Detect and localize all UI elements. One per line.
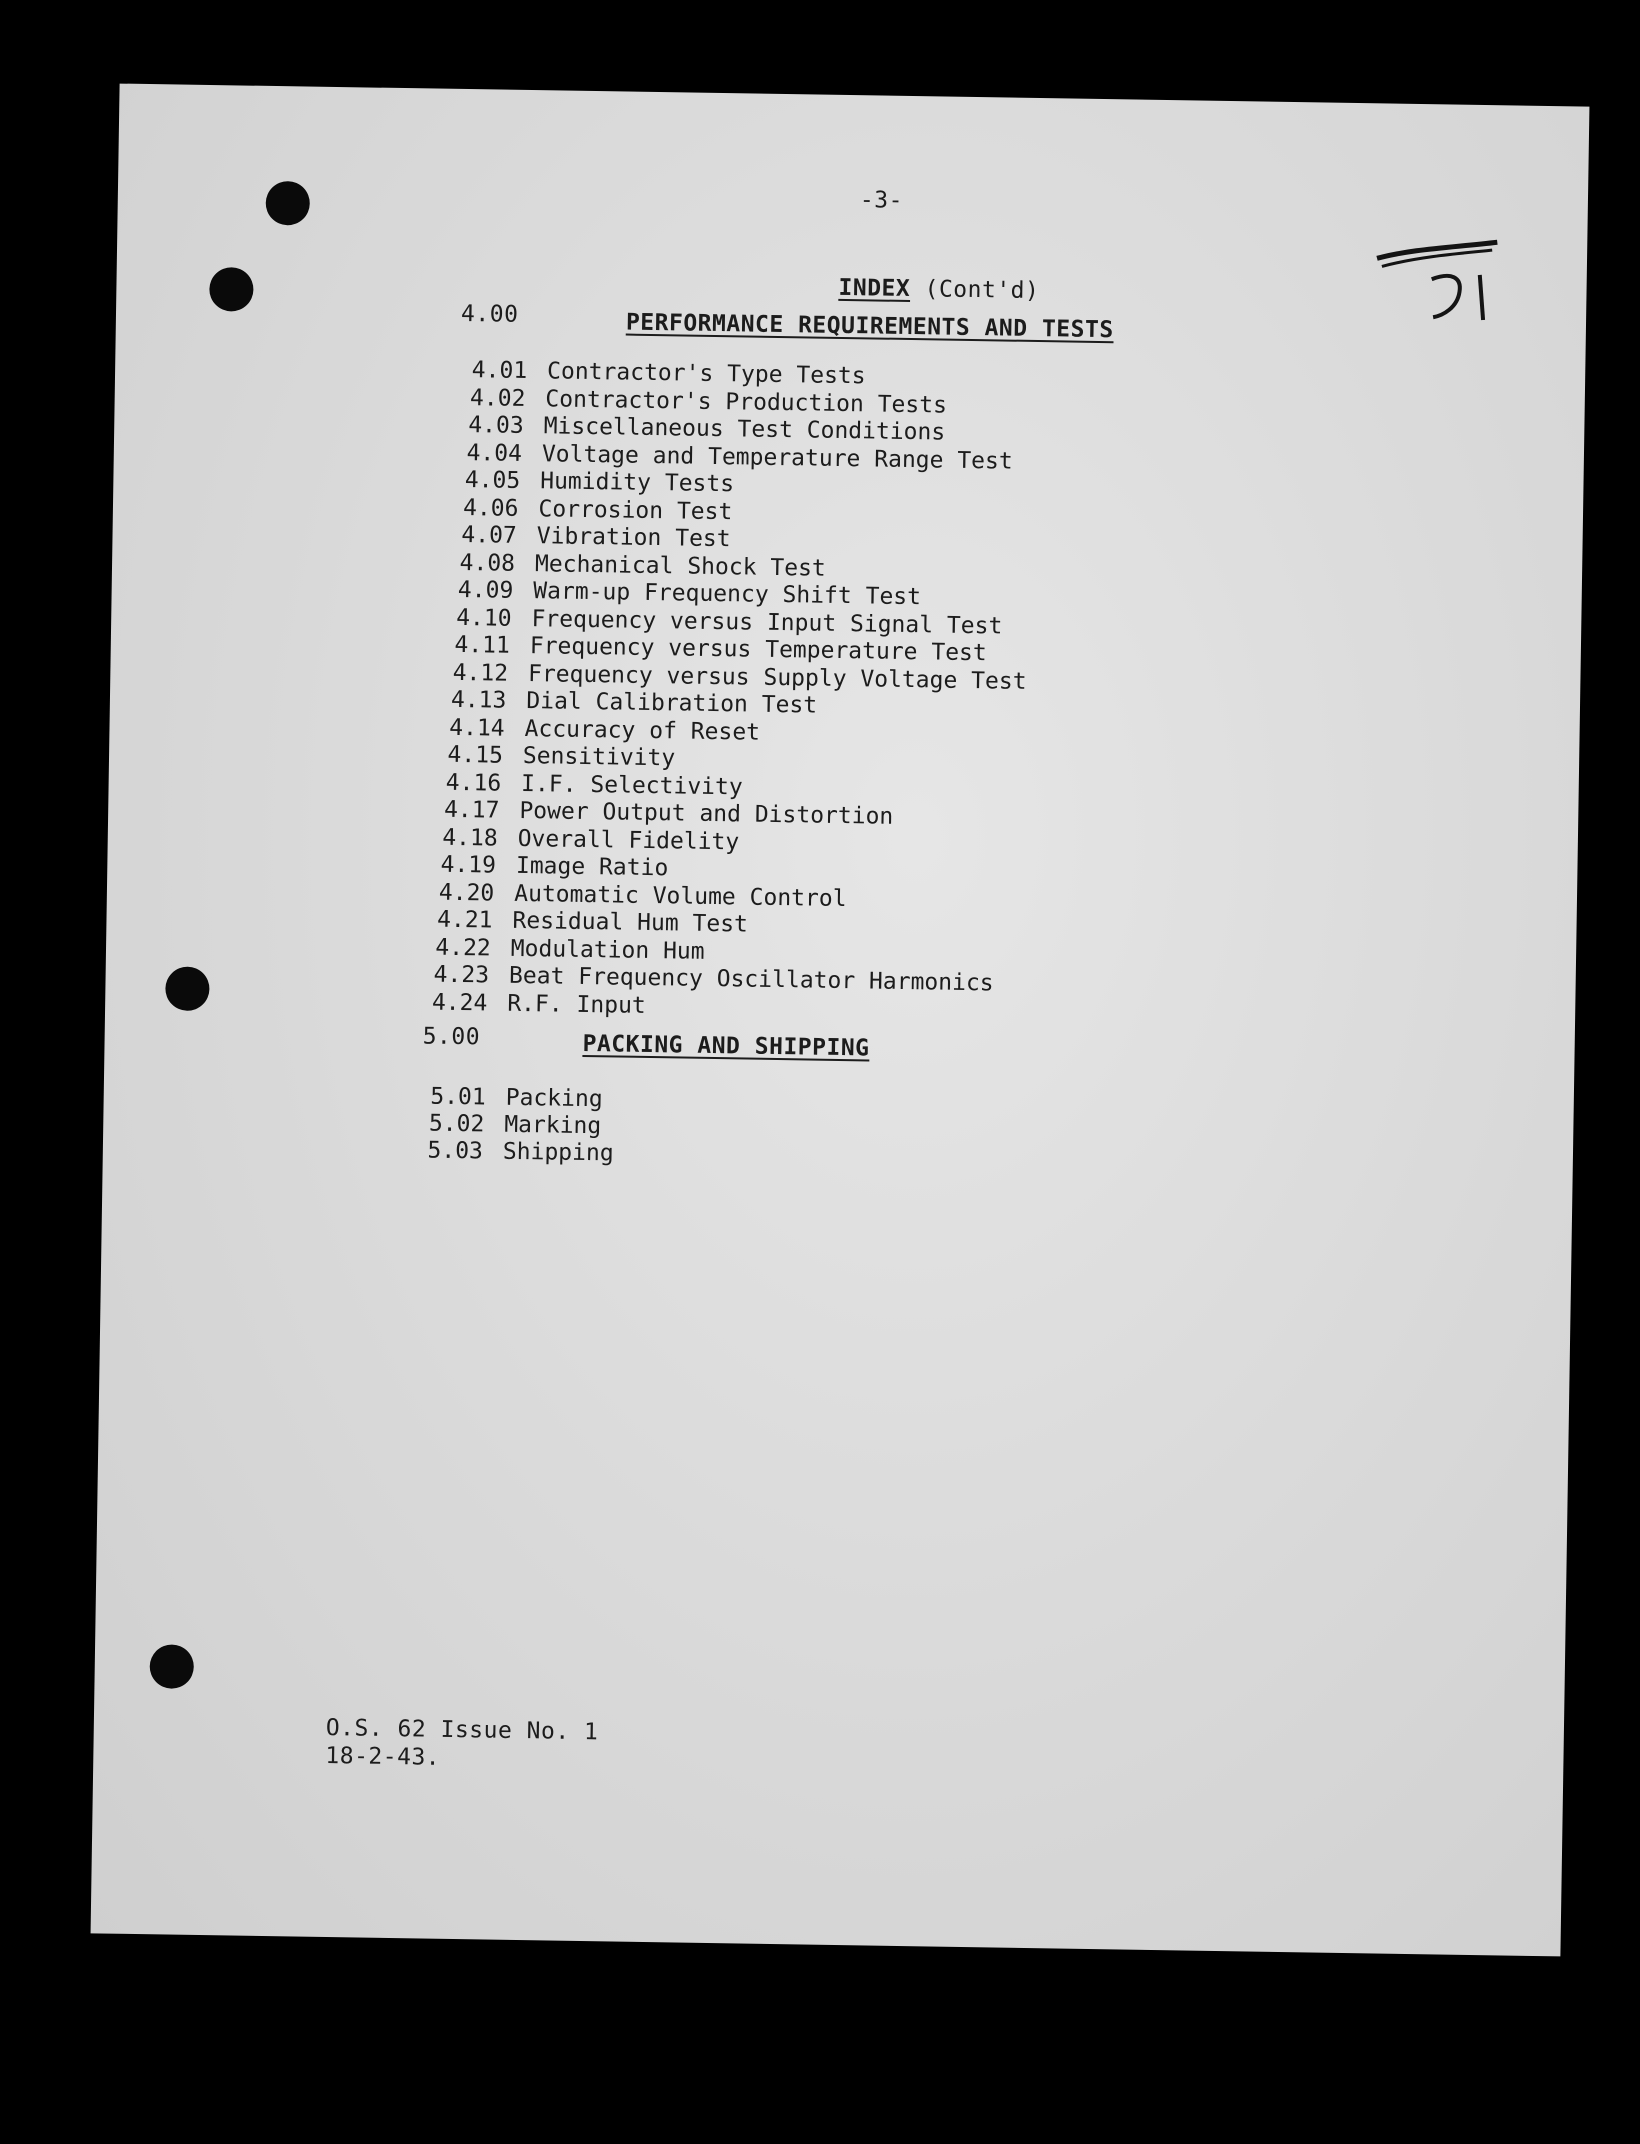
item-number: 4.13 [450,686,507,714]
punch-hole [265,181,310,226]
item-number: 4.01 [471,357,528,385]
item-number: 4.15 [447,741,504,769]
item-title: Frequency versus Supply Voltage Test [527,660,1027,695]
list-item [445,522,731,553]
punch-hole [165,966,210,1011]
document-page [91,84,1590,1957]
list-item [431,742,676,773]
list-item [424,851,669,882]
item-number: 5.03 [427,1137,484,1165]
item-title: Marking [504,1111,602,1140]
item-title: I.F. Selectivity [520,770,743,800]
item-number: 4.20 [438,879,495,907]
item-title: Contractor's Production Tests [545,385,948,419]
item-number: 4.11 [454,631,511,659]
item-title: Miscellaneous Test Conditions [543,413,946,446]
list-item [425,824,739,856]
item-title: Frequency versus Input Signal Test [531,605,1003,639]
section-title: PERFORMANCE REQUIREMENTS AND TESTS [625,309,1114,344]
list-item [412,1110,601,1140]
item-number: 4.14 [449,714,505,742]
item-title: Frequency versus Temperature Test [529,633,987,667]
item-title: Sensitivity [522,742,676,772]
item-number: 4.19 [440,851,497,879]
item-number: 4.06 [462,494,519,522]
spec-line: O.S. 62 Issue No. 1 [325,1715,599,1746]
index-title: INDEX [838,274,911,303]
list-item [415,989,646,1020]
punch-hole [149,1644,194,1689]
item-number: 4.21 [436,906,493,934]
item-number: 4.18 [442,824,498,852]
item-title: R.F. Input [507,990,646,1019]
item-title: Vibration Test [536,523,731,553]
item-title: Residual Hum Test [512,907,749,938]
handwritten-mark [1371,218,1503,330]
list-item [411,1137,614,1167]
item-number: 4.05 [464,467,521,494]
item-title: Power Output and Distortion [519,797,894,830]
item-number: 4.07 [461,521,517,549]
item-title: Accuracy of Reset [524,715,761,746]
item-title: Packing [505,1084,603,1113]
index-heading [838,275,1039,304]
item-number: 4.03 [468,412,524,439]
list-item [429,769,743,801]
item-title: Modulation Hum [510,935,705,965]
list-item [419,934,705,965]
item-title: Image Ratio [515,852,669,882]
item-number: 5.01 [430,1083,486,1111]
item-number: 4.23 [433,961,490,989]
list-item [446,494,732,525]
item-number: 4.22 [435,934,491,962]
item-number: 4.16 [445,769,502,797]
item-title: Overall Fidelity [517,825,740,855]
item-number: 4.10 [455,604,512,632]
item-number: 4.09 [457,576,514,604]
page-number: -3- [859,187,904,214]
item-number: 4.17 [443,796,500,824]
punch-hole [209,267,254,312]
item-number: 4.24 [431,989,488,1016]
item-title: Beat Frequency Oscillator Harmonics [508,962,994,997]
section-number: 5.00 [422,1023,481,1051]
section-title: PACKING AND SHIPPING [582,1030,870,1062]
item-title: Voltage and Temperature Range Test [541,440,1013,475]
item-number: 4.12 [452,659,509,687]
list-item [448,467,734,498]
item-title: Corrosion Test [538,495,733,525]
item-title: Warm-up Frequency Shift Test [533,578,922,611]
item-number: 4.08 [459,549,516,577]
item-number: 4.04 [466,439,523,467]
item-title: Shipping [502,1138,614,1167]
item-number: 5.02 [428,1110,485,1138]
index-suffix: (Cont'd) [924,276,1040,305]
date-line: 18-2-43. [325,1743,441,1771]
item-title: Mechanical Shock Test [534,550,826,582]
item-number: 4.02 [469,384,526,412]
item-title: Automatic Volume Control [514,880,847,912]
section-number: 4.00 [460,300,519,328]
item-title: Dial Calibration Test [526,688,818,719]
list-item [414,1083,603,1113]
item-title: Contractor's Type Tests [546,358,866,390]
item-title: Humidity Tests [540,468,735,498]
